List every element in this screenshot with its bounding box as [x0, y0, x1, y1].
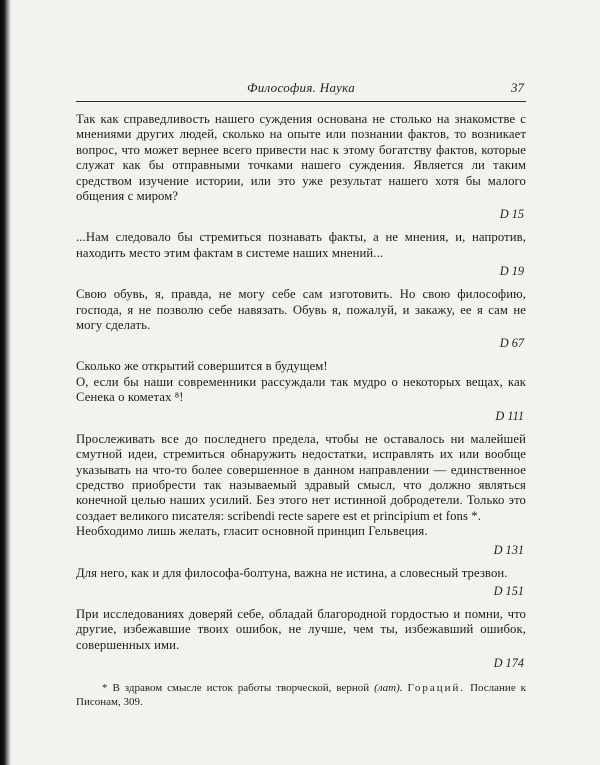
quote-paragraph: Сколько же открытий совершится в будущем! — [76, 359, 328, 374]
quote-ref: D 67 — [499, 336, 524, 351]
quote-ref: D 15 — [499, 207, 524, 222]
footnote-text — [76, 682, 526, 709]
quote-ref: D 19 — [499, 264, 524, 279]
header-rule — [76, 101, 526, 102]
quote-paragraph: Прослеживать все до последнего предела, чтобы не оставалось ни малейшей смутной идеи, стремиться обнаружить недостатки, исправлять их или вообще указывать на что-то более совершенное в данном направлении — единственное средство приобрести так называемый здравый смысл, что должно являться конечной целью наших усилий. Без этого нет истинной добродетели. Только это создает великого писателя: scribendi recte sapere est et principium et fons *. — [76, 431, 526, 523]
quote-block-1 — [76, 112, 526, 221]
quote-block-4 — [76, 359, 526, 422]
quote-ref: D 151 — [493, 583, 524, 598]
quote-paragraph: О, если бы наши современники рассуждали так мудро о некоторых вещах, как Сенека о кометах ⁸! — [76, 374, 526, 405]
quote-paragraph: ...Нам следовало бы стремиться познавать факты, а не мнения, и, напротив, находить место этим фактам в системе наших мнений... — [76, 230, 526, 260]
footnote-lat-label: (лат). — [374, 682, 403, 695]
page-header — [76, 80, 526, 102]
quote-paragraph: Необходимо лишь желать, гласит основной принцип Гельвеция. — [76, 524, 428, 539]
footnote-tail: Послание к Писонам, 309. — [76, 682, 526, 708]
quote-block-6 — [76, 566, 526, 598]
quote-ref: D 111 — [495, 408, 524, 423]
scan-edge — [0, 0, 11, 765]
running-title: Философия. Наука — [246, 80, 356, 95]
footnote-author: Гораций. — [407, 682, 466, 695]
header-row — [76, 80, 526, 96]
quote-paragraph: Свою обувь, я, правда, не могу себе сам изготовить. Но свою философию, господа, я не позволю себе навязать. Обувь я, пожалуй, и закажу, ее я сам не могу сделать. — [76, 287, 526, 333]
quote-paragraph: Для него, как и для философа-болтуна, важна не истина, а словесный трезвон. — [76, 565, 508, 580]
footnote — [76, 682, 526, 709]
footnote-marker: * — [102, 682, 108, 695]
page-number: 37 — [511, 80, 524, 95]
quote-block-5 — [76, 432, 526, 557]
quote-paragraph: При исследованиях доверяй себе, обладай благородной гордостью и помни, что другие, избежавшие твоих ошибок, не лучше, чем ты, избежавший ошибок, совершенных ими. — [76, 606, 526, 652]
quote-block-2 — [76, 230, 526, 278]
footnote-body: В здравом смысле исток работы творческой, верной — [112, 682, 370, 695]
quote-paragraph: Так как справедливость нашего суждения основана не столько на знакомстве с мнениями других людей, сколько на опыте или познании фактов, то возникает вопрос, что может вернее всего привести нас к этому богатству фактов, которые служат как бы отправными точками нашего суждения. Является ли таким средством изучение истории, или это уже результат нашего хотя бы малого общения с миром? — [76, 112, 526, 204]
quote-block-7 — [76, 607, 526, 670]
quote-ref: D 174 — [493, 656, 524, 671]
quote-block-3 — [76, 287, 526, 350]
quote-ref: D 131 — [493, 542, 524, 557]
page-body — [76, 112, 526, 709]
